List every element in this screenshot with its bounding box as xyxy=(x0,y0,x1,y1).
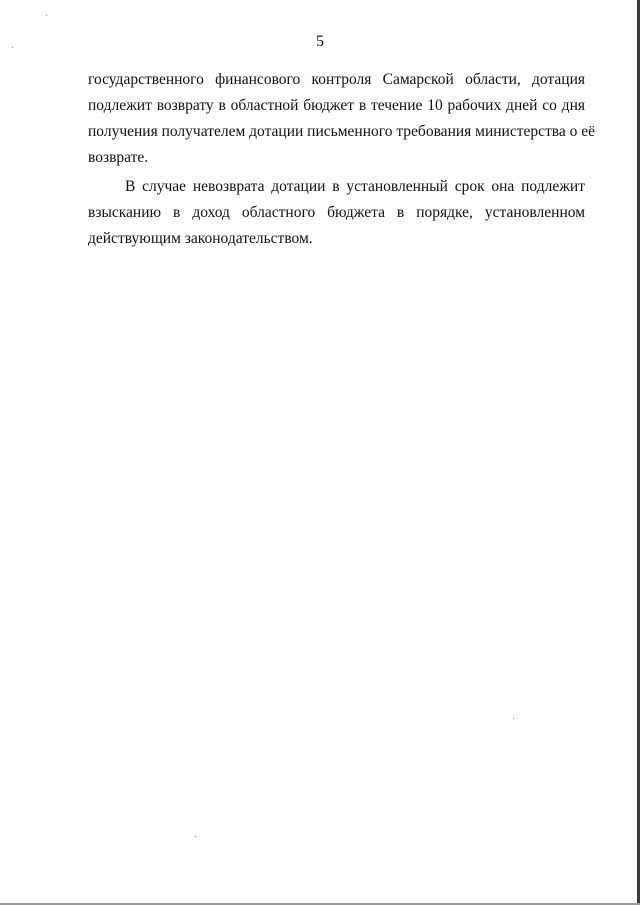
paragraph-1-line-4: возврате. xyxy=(88,149,149,166)
paragraph-1-line-3: получения получателем дотации письменного требования министерства о её xyxy=(88,123,596,140)
paragraph-2-line-1: В случае невозврата дотации в установленный срок она подлежит xyxy=(125,178,585,195)
paragraph-1-line-2: подлежит возврату в областной бюджет в течение 10 рабочих дней со дня xyxy=(88,97,585,114)
page-number: 5 xyxy=(316,33,324,50)
paragraph-1-line-1: государственного финансового контроля Самарской области, дотация xyxy=(88,71,585,88)
scan-speck xyxy=(513,718,514,719)
paragraph-2-line-3: действующим законодательством. xyxy=(88,230,313,247)
scan-speck xyxy=(46,15,47,16)
paragraph-2-line-2: взысканию в доход областного бюджета в порядке, установленном xyxy=(88,204,585,221)
scan-speck xyxy=(195,836,196,837)
